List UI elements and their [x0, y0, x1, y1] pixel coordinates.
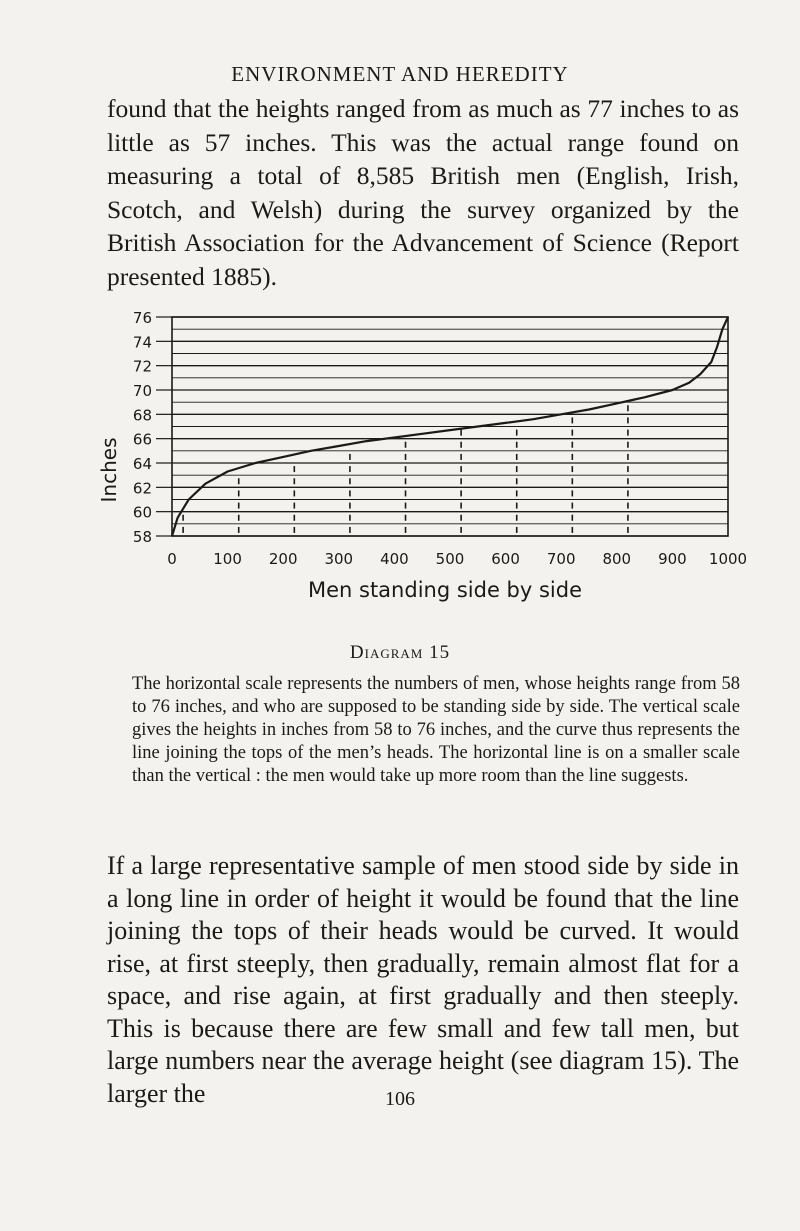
- y-tick-label: 58: [132, 528, 152, 546]
- x-axis-label: Men standing side by side: [307, 578, 583, 602]
- y-axis-label: Inches: [97, 437, 121, 503]
- y-tick-label: 76: [132, 309, 152, 327]
- y-tick-label: 68: [132, 406, 152, 425]
- x-tick-label: 800: [602, 550, 632, 568]
- y-tick-label: 60: [132, 503, 152, 522]
- x-tick-labels: [167, 550, 747, 568]
- y-tick-label: 72: [132, 357, 152, 376]
- y-tick-label: 64: [132, 455, 152, 473]
- x-tick-label: 500: [435, 550, 465, 568]
- diagram-caption-title: Diagram 15: [349, 642, 451, 663]
- x-tick-label: 900: [658, 550, 687, 568]
- y-tick-label: 62: [132, 479, 152, 498]
- y-tick-label: 66: [132, 430, 152, 449]
- x-tick-label: 100: [213, 550, 242, 568]
- y-tick-labels: [133, 309, 172, 546]
- diagram-caption: The horizontal scale represents the numbers of men, whose heights range from 58 to 76 inches, and who are supposed to be standing side by side. The vertical scale gives the heights in inches from 58 to 76 inches, and the curve thus represents the line joining the tops of the men’s heads. The horizontal line is on a smaller scale than the vertical : the men would take up more room than the line suggests.: [132, 674, 740, 786]
- paragraph-1: found that the heights ranged from as much as 77 inches to as little as 57 inches. This was the actual range found on measuring a total of 8,585 British men (English, Irish, Scotch, and Welsh) during the survey organized by the British Association for the Advancement of Science (Report presented 1885).: [107, 94, 739, 291]
- x-tick-label: 200: [268, 550, 298, 568]
- y-tick-label: 74: [132, 333, 152, 352]
- x-tick-label: 0: [167, 550, 177, 568]
- page-number: 106: [385, 1088, 415, 1110]
- paragraph-2: If a large representative sample of men stood side by side in a long line in order of height it would be found that the line joining the tops of their heads would be curved. It would rise, at first steeply, then gradually, remain almost flat for a space, and rise again, at first gradually and then steeply. This is because there are few small and few tall men, but large numbers near the average height (see diagram 15). The larger the: [107, 851, 739, 1108]
- y-tick-label: 70: [132, 382, 152, 400]
- x-tick-label: 700: [546, 550, 576, 568]
- x-tick-label: 400: [380, 550, 409, 568]
- running-head: ENVIRONMENT AND HEREDITY: [231, 62, 569, 86]
- grid-lines: [172, 317, 728, 536]
- x-tick-label: 300: [324, 550, 354, 568]
- height-diagram: [97, 300, 748, 605]
- x-tick-label: 600: [491, 550, 520, 568]
- x-tick-label: 1000: [708, 550, 748, 568]
